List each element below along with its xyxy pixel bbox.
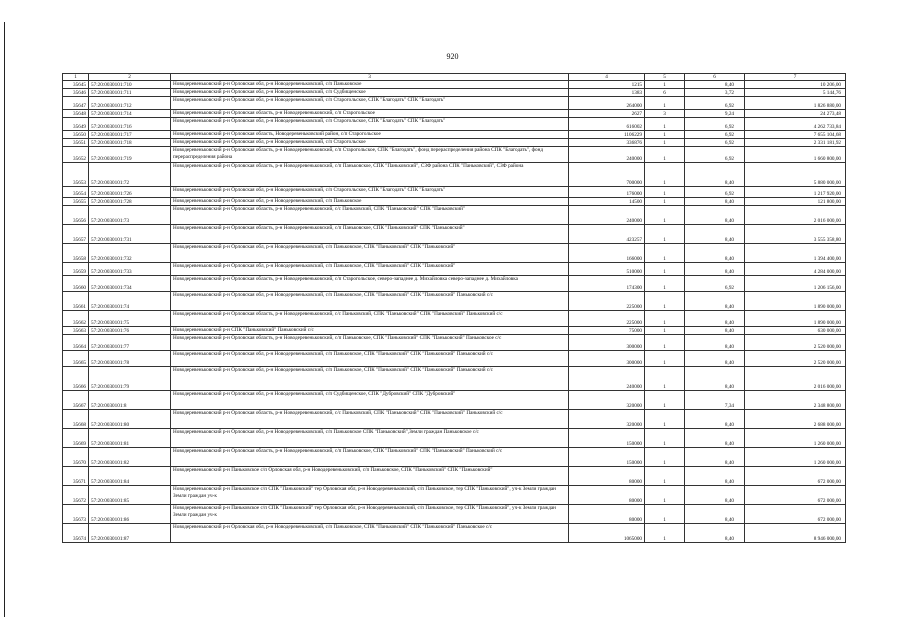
row-number: 35674 [63,524,89,543]
cost-value: 4 284 000,00 [745,263,846,276]
location-text: Новодеревеньковский р-н СПК "Паньковский" Паньковский с/с [171,327,569,335]
location-text: Новодеревеньковский р-н Орловская обл, р-н Новодеревеньковский, с/п Паньковское [171,81,569,89]
cadastral-number: 57:20:0030101:718 [89,139,171,147]
category-value: 1 [645,448,685,467]
table-row [63,139,846,147]
cost-value: 8 946 000,00 [745,524,846,543]
table-row [63,327,846,335]
cost-value: 5 880 000,00 [745,163,846,187]
table-header-row [63,74,846,81]
row-number: 35666 [63,367,89,391]
cost-value: 1 890 000,00 [745,311,846,327]
row-number: 35650 [63,131,89,139]
cost-value: 1 260 000,00 [745,429,846,448]
table-row [63,311,846,327]
area-value: 225000 [569,292,645,311]
cost-value: 7 655 104,68 [745,131,846,139]
location-text: Новодеревеньковский р-н Орловская обл, р-н Новодеревеньковский, с/п Старогольское [171,139,569,147]
location-text: Новодеревеньковский р-н Орловская обл, р-н Новодеревеньковский, с/п Судбищенское, СПК "Дубровский" СПК "Дубровский" [171,391,569,410]
category-value: 1 [645,198,685,206]
location-text: Новодеревеньковский р-н Орловская обл, р-н Новодеревеньковский, с/п Паньковское, СПК "Паньковский" СПК "Паньковский" Паньковский с/с [171,292,569,311]
location-text: Новодеревеньковский р-н Орловская область, р-н Новодеревеньковский, с/с Паньковский, СПК "Паньковский" СПК "Паньковский" [171,206,569,225]
rate-value: 8,40 [685,292,745,311]
row-number: 35653 [63,163,89,187]
row-number: 35652 [63,147,89,163]
header-col-3: 3 [171,74,569,81]
row-number: 35649 [63,118,89,131]
land-register-table [62,73,846,543]
area-value: 166000 [569,244,645,263]
cost-value: 2 688 000,00 [745,410,846,429]
cost-value: 1 660 800,00 [745,147,846,163]
cadastral-number: 57:20:0030101:77 [89,335,171,351]
area-value: 1065000 [569,524,645,543]
location-text: Новодеревеньковский р-н Орловская область, р-н Новодеревеньковский, с/п Старогольское [171,110,569,118]
category-value: 1 [645,429,685,448]
rate-value: 8,40 [685,263,745,276]
row-number: 35663 [63,327,89,335]
cadastral-number: 57:20:0030101:712 [89,97,171,110]
area-value: 240000 [569,206,645,225]
category-value: 3 [645,110,685,118]
cadastral-number: 57:20:0030101:716 [89,118,171,131]
row-number: 35668 [63,410,89,429]
area-value: 80000 [569,486,645,505]
rate-value: 6,92 [685,187,745,198]
cadastral-number: 57:20:0030101:734 [89,276,171,292]
area-value: 616002 [569,118,645,131]
category-value: 1 [645,292,685,311]
cadastral-number: 57:20:0030101:717 [89,131,171,139]
location-text: Новодеревеньковский р-н Орловская область, р-н Новодеревеньковский, с/п Паньковское, СПК "Паньковский" СПК "Паньковский" Паньковский с/с [171,448,569,467]
cost-value: 630 000,00 [745,327,846,335]
table-row [63,118,846,131]
category-value: 1 [645,187,685,198]
area-value: 14500 [569,198,645,206]
cadastral-number: 57:20:0030101:733 [89,263,171,276]
cost-value: 2 520 000,00 [745,351,846,367]
rate-value: 8,40 [685,467,745,486]
cost-value: 10 206,00 [745,81,846,89]
category-value: 1 [645,410,685,429]
cost-value: 2 520 000,00 [745,335,846,351]
area-value: 240000 [569,147,645,163]
cadastral-number: 57:20:0030101:76 [89,327,171,335]
rate-value: 9,24 [685,110,745,118]
table-row [63,292,846,311]
cost-value: 1 206 156,00 [745,276,846,292]
area-value: 176000 [569,187,645,198]
header-col-2: 2 [89,74,171,81]
rate-value: 8,40 [685,327,745,335]
table-row [63,225,846,244]
table-row [63,351,846,367]
category-value: 1 [645,524,685,543]
row-number: 35647 [63,97,89,110]
location-text: Новодеревеньковский р-н Орловская область, р-н Новодеревеньковский, с/п Старогольское, СПК "Благодать", фонд перераспределения района СПК "Благодать", фонд перераспределения района [171,147,569,163]
row-number: 35669 [63,429,89,448]
cost-value: 672 000,00 [745,486,846,505]
cadastral-number: 57:20:0030101:80 [89,410,171,429]
area-value: 2627 [569,110,645,118]
category-value: 1 [645,81,685,89]
area-value: 150000 [569,429,645,448]
cost-value: 24 273,48 [745,110,846,118]
rate-value: 8,40 [685,311,745,327]
category-value: 1 [645,486,685,505]
location-text: Новодеревеньковский р-н Орловская обл, р-н Новодеревеньковский, с/п Паньковское СПК "Паньковский",Земли граждан Паньковское с/с [171,429,569,448]
rate-value: 8,40 [685,429,745,448]
row-number: 35664 [63,335,89,351]
cadastral-number: 57:20:0030101:75 [89,311,171,327]
category-value: 1 [645,206,685,225]
table-row [63,276,846,292]
table-row [63,110,846,118]
area-value: 423257 [569,225,645,244]
area-value: 225000 [569,311,645,327]
table-row [63,505,846,524]
location-text: Новодеревеньковский р-н Орловская область, р-н Новодеревеньковский, с/п Паньковское, СПК "Паньковский", СЗФ района СПК "Паньковский", СЗФ района [171,163,569,187]
category-value: 1 [645,327,685,335]
category-value: 1 [645,97,685,110]
cadastral-number: 57:20:0030101:74 [89,292,171,311]
table-row [63,206,846,225]
cadastral-number: 57:20:0030101:86 [89,505,171,524]
cadastral-number: 57:20:0030101:81 [89,429,171,448]
cost-value: 2 016 000,00 [745,206,846,225]
cadastral-number: 57:20:0030101:728 [89,198,171,206]
rate-value: 8,40 [685,206,745,225]
rate-value: 8,40 [685,448,745,467]
row-number: 35658 [63,244,89,263]
rate-value: 6,92 [685,131,745,139]
table-row [63,263,846,276]
table-row [63,163,846,187]
table-row [63,410,846,429]
header-col-6: 6 [685,74,745,81]
cost-value: 1 826 880,00 [745,97,846,110]
area-value: 240000 [569,367,645,391]
rate-value: 8,40 [685,244,745,263]
category-value: 1 [645,505,685,524]
rate-value: 8,40 [685,163,745,187]
table-row [63,131,846,139]
location-text: Новодеревеньковский р-н Паньковское с/п СПК "Паньковский" тер Орловская обл, р-н Новодеревеньковский, с/п Паньковское, тер СПК "Паньковский", уч-к Земли граждан Земли граждан уч-к [171,486,569,505]
row-number: 35656 [63,206,89,225]
rate-value: 8,40 [685,524,745,543]
table-row [63,147,846,163]
category-value: 1 [645,335,685,351]
category-value: 1 [645,118,685,131]
location-text: Новодеревеньковский р-н Орловская обл, р-н Новодеревеньковский, с/п Судбищенское [171,89,569,97]
category-value: 1 [645,139,685,147]
location-text: Новодеревеньковский р-н Орловская область, Новодеревеньковский район, с/п Старогольское [171,131,569,139]
cadastral-number: 57:20:0030101:85 [89,486,171,505]
cadastral-number: 57:20:0030101:82 [89,448,171,467]
cadastral-number: 57:20:0030101:719 [89,147,171,163]
cost-value: 1 217 920,00 [745,187,846,198]
location-text: Новодеревеньковский р-н Орловская область, р-н Новодеревеньковский, с/с Паньковский, СПК "Паньковский" СПК "Паньковский" Паньковский с/с [171,311,569,327]
rate-value: 8,40 [685,410,745,429]
table-row [63,486,846,505]
table-row [63,97,846,110]
page-number: 920 [446,52,459,61]
location-text: Новодеревеньковский р-н Орловская обл, р-н Новодеревеньковский, с/п Старогольское, СПК "Благодать" СПК "Благодать" [171,118,569,131]
area-value: 1215 [569,81,645,89]
cadastral-number: 57:20:0030101:714 [89,110,171,118]
cost-value: 672 000,00 [745,467,846,486]
row-number: 35655 [63,198,89,206]
rate-value: 6,92 [685,147,745,163]
location-text: Новодеревеньковский р-н Орловская обл, р-н Новодеревеньковский, с/п Старогольское, СПК "Благодать" СПК "Благодать" [171,187,569,198]
rate-value: 3,72 [685,89,745,97]
area-value: 1106229 [569,131,645,139]
cadastral-number: 57:20:0030101:731 [89,225,171,244]
cost-value: 5 144,76 [745,89,846,97]
header-col-4: 4 [569,74,645,81]
cadastral-number: 57:20:0030101:73 [89,206,171,225]
rate-value: 8,40 [685,486,745,505]
row-number: 35659 [63,263,89,276]
cost-value: 121 800,00 [745,198,846,206]
rate-value: 8,40 [685,81,745,89]
row-number: 35651 [63,139,89,147]
row-number: 35661 [63,292,89,311]
category-value: 1 [645,131,685,139]
cost-value: 2 331 181,92 [745,139,846,147]
area-value: 336876 [569,139,645,147]
row-number: 35670 [63,448,89,467]
location-text: Новодеревеньковский р-н Орловская область, р-н Новодеревеньковский, с/с Паньковский, СПК "Паньковский" СПК "Паньковский" Паньковский с/с [171,410,569,429]
location-text: Новодеревеньковский р-н Орловская обл, р-н Новодеревеньковский, с/п Паньковское, СПК "Паньковский" СПК "Паньковский" Паньковский с/с [171,351,569,367]
cost-value: 672 000,00 [745,505,846,524]
rate-value: 8,40 [685,198,745,206]
location-text: Новодеревеньковский р-н Орловская обл, р-н Новодеревеньковский, с/п Паньковское, СПК "Паньковский" СПК "Паньковский" Паньковский с/с [171,367,569,391]
area-value: 320000 [569,391,645,410]
header-col-5: 5 [645,74,685,81]
category-value: 6 [645,89,685,97]
area-value: 174300 [569,276,645,292]
header-col-7: 7 [745,74,846,81]
category-value: 1 [645,263,685,276]
header-col-1: 1 [63,74,89,81]
location-text: Новодеревеньковский р-н Орловская область, р-н Новодеревеньковский, с/п Старогольское, северо-западнее д. Михайловка северо-западнее д. Михайловка [171,276,569,292]
cadastral-number: 57:20:0030101:79 [89,367,171,391]
cadastral-number: 57:20:0030101:78 [89,351,171,367]
area-value: 320000 [569,410,645,429]
area-value: 80000 [569,467,645,486]
rate-value: 6,92 [685,139,745,147]
area-value: 150000 [569,448,645,467]
rate-value: 8,40 [685,225,745,244]
location-text: Новодеревеньковский р-н Орловская обл, р-н Новодеревеньковский, с/п Старогольское, СПК "Благодать" СПК "Благодать" [171,97,569,110]
area-value: 700000 [569,163,645,187]
row-number: 35672 [63,486,89,505]
cost-value: 1 394 400,00 [745,244,846,263]
location-text: Новодеревеньковский р-н Паньковское с/п Орловская обл, р-н Новодеревеньковский, с/п Паньковское, СПК "Паньковский" СПК "Паньковский" [171,467,569,486]
table-row [63,367,846,391]
cadastral-number: 57:20:0030101:84 [89,467,171,486]
table-row [63,81,846,89]
rate-value: 7,34 [685,391,745,410]
table-row [63,524,846,543]
location-text: Новодеревеньковский р-н Орловская обл, р-н Новодеревеньковский, с/п Паньковское, СПК "Паньковский" СПК "Паньковский" Паньковское с/с [171,524,569,543]
table-row [63,335,846,351]
row-number: 35673 [63,505,89,524]
category-value: 1 [645,147,685,163]
row-number: 35662 [63,311,89,327]
row-number: 35646 [63,89,89,97]
cadastral-number: 57:20:0030101:87 [89,524,171,543]
table-row [63,448,846,467]
row-number: 35654 [63,187,89,198]
category-value: 1 [645,467,685,486]
location-text: Новодеревеньковский р-н Орловская обл, р-н Новодеревеньковский, с/п Паньковское, СПК "Паньковский" СПК "Паньковский" [171,244,569,263]
category-value: 1 [645,391,685,410]
cost-value: 1 890 000,00 [745,292,846,311]
table-row [63,187,846,198]
cadastral-number: 57:20:0030101:72 [89,163,171,187]
cadastral-number: 57:20:0030101:711 [89,89,171,97]
rate-value: 6,92 [685,276,745,292]
rate-value: 8,40 [685,335,745,351]
rate-value: 8,40 [685,367,745,391]
category-value: 1 [645,351,685,367]
category-value: 1 [645,225,685,244]
row-number: 35648 [63,110,89,118]
rate-value: 6,92 [685,97,745,110]
location-text: Новодеревеньковский р-н Орловская обл, р-н Новодеревеньковский, с/п Паньковское, СПК "Паньковский" СПК "Паньковский" [171,263,569,276]
cadastral-number: 57:20:0030101:726 [89,187,171,198]
category-value: 1 [645,163,685,187]
cost-value: 1 260 000,00 [745,448,846,467]
area-value: 80000 [569,505,645,524]
table-row [63,391,846,410]
row-number: 35665 [63,351,89,367]
area-value: 75000 [569,327,645,335]
table-row [63,198,846,206]
row-number: 35671 [63,467,89,486]
location-text: Новодеревеньковский р-н Орловская область, р-н Новодеревеньковский, с/п Паньковское, СПК "Паньковский" СПК "Паньковский" [171,225,569,244]
left-margin-line [4,22,5,617]
rate-value: 8,40 [685,505,745,524]
rate-value: 6,92 [685,118,745,131]
cost-value: 2 016 000,00 [745,367,846,391]
table-row [63,467,846,486]
category-value: 1 [645,367,685,391]
rate-value: 8,40 [685,351,745,367]
area-value: 300000 [569,351,645,367]
row-number: 35660 [63,276,89,292]
cadastral-number: 57:20:0030101:8 [89,391,171,410]
area-value: 510000 [569,263,645,276]
row-number: 35645 [63,81,89,89]
area-value: 264000 [569,97,645,110]
table-row [63,89,846,97]
category-value: 1 [645,311,685,327]
cost-value: 2 348 800,00 [745,391,846,410]
cadastral-number: 57:20:0030101:710 [89,81,171,89]
row-number: 35667 [63,391,89,410]
cost-value: 3 555 358,80 [745,225,846,244]
area-value: 300000 [569,335,645,351]
category-value: 1 [645,244,685,263]
table-row [63,244,846,263]
cadastral-number: 57:20:0030101:732 [89,244,171,263]
category-value: 1 [645,276,685,292]
location-text: Новодеревеньковский р-н Орловская обл, р-н Новодеревеньковский, с/п Паньковское [171,198,569,206]
area-value: 1383 [569,89,645,97]
cost-value: 4 262 733,84 [745,118,846,131]
location-text: Новодеревеньковский р-н Орловская область, р-н Новодеревеньковский, с/п Паньковское, СПК "Паньковский" СПК "Паньковский" Паньковское с/с [171,335,569,351]
row-number: 35657 [63,225,89,244]
location-text: Новодеревеньковский р-н Паньковское с/п СПК "Паньковский" тер Орловская обл, р-н Новодеревеньковский, с/п Паньковское, тер СПК "Паньковский", уч-к Земли граждан Земли граждан уч-к [171,505,569,524]
table-row [63,429,846,448]
